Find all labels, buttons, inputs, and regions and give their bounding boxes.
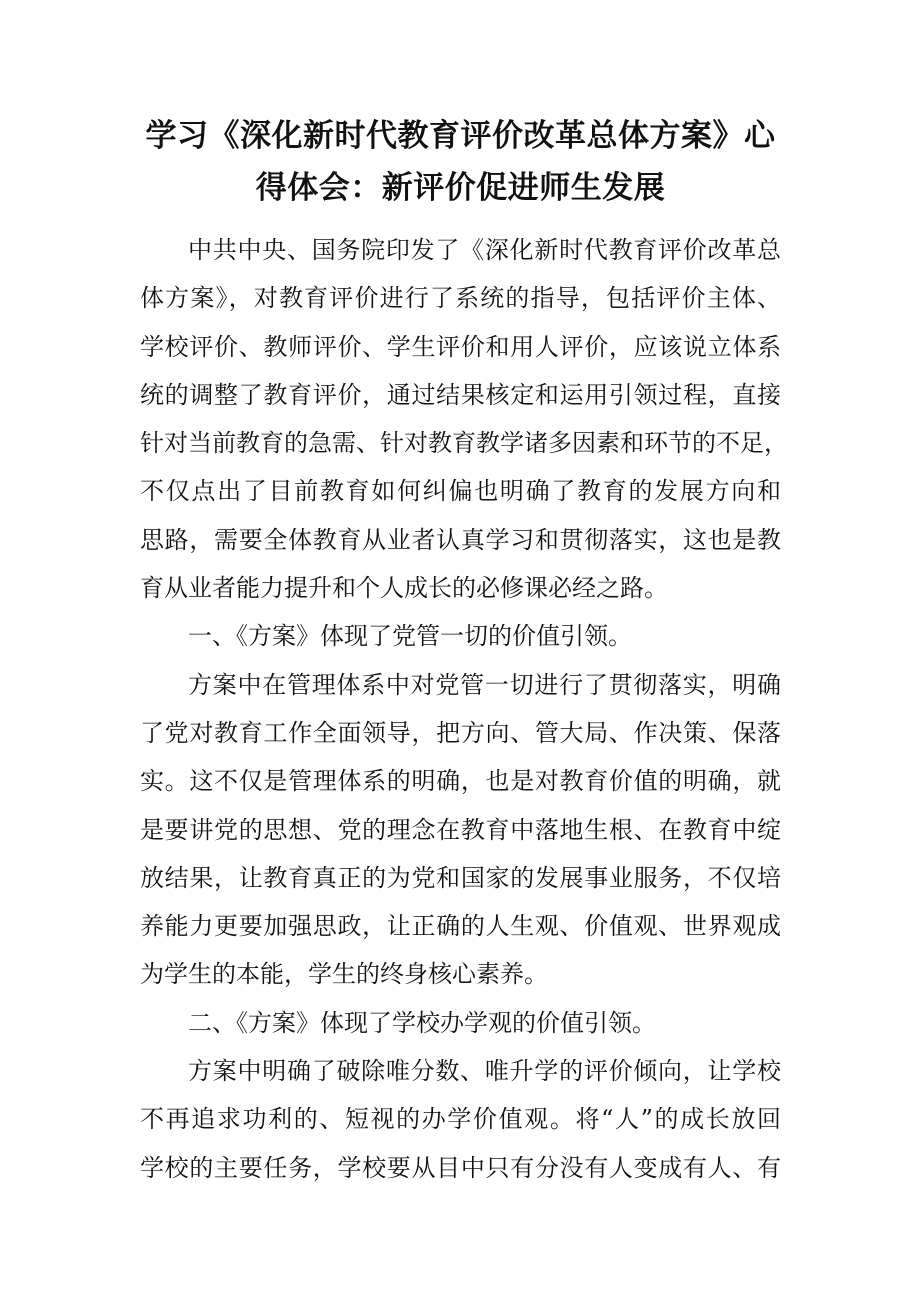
text-line: 学校评价、教师评价、学生评价和用人评价，应该说立体系 [140, 332, 781, 361]
text-line: 实。这不仅是管理体系的明确，也是对教育价值的明确，就 [140, 767, 781, 796]
text-line: 一、《方案》体现了党管一切的价值引领。 [188, 622, 632, 651]
section-heading-1 [140, 612, 781, 660]
text-line: 方案中在管理体系中对党管一切进行了贯彻落实，明确 [188, 670, 781, 699]
text-line: 不仅点出了目前教育如何纠偏也明确了教育的发展方向和 [140, 477, 781, 506]
text-line: 为学生的本能，学生的终身核心素养。 [140, 960, 548, 989]
text-line: 针对当前教育的急需、针对教育教学诸多因素和环节的不足， [140, 429, 788, 458]
text-line: 是要讲党的思想、党的理念在教育中落地生根、在教育中绽 [140, 815, 781, 844]
title-line-1: 学习《深化新时代教育评价改革总体方案》心 [145, 118, 776, 154]
document-page [140, 110, 788, 1192]
text-line: 不再追求功利的、短视的办学价值观。将“人”的成长放回 [140, 1105, 781, 1134]
title-line-2: 得体会：新评价促进师生发展 [255, 170, 666, 206]
text-line: 体方案》，对教育评价进行了系统的指导，包括评价主体、 [140, 284, 781, 313]
text-line: 中共中央、国务院印发了《深化新时代教育评价改革总 [188, 236, 781, 264]
text-line: 放结果，让教育真正的为党和国家的发展事业服务，不仅培 [140, 863, 781, 892]
text-line: 二、《方案》体现了学校办学观的价值引领。 [188, 1008, 656, 1037]
document-title [134, 110, 787, 214]
paragraph-intro [140, 226, 788, 612]
text-line: 方案中明确了破除唯分数、唯升学的评价倾向，让学校 [188, 1057, 781, 1086]
text-line: 统的调整了教育评价，通过结果核定和运用引领过程，直接 [140, 380, 781, 409]
text-line: 养能力更要加强思政，让正确的人生观、价值观、世界观成 [140, 912, 781, 941]
paragraph-school-values [140, 1047, 781, 1192]
text-line: 学校的主要任务，学校要从目中只有分没有人变成有人、有 [140, 1153, 781, 1182]
section-heading-2 [140, 999, 781, 1047]
text-line: 了党对教育工作全面领导，把方向、管大局、作决策、保落 [140, 718, 781, 747]
text-line: 思路，需要全体教育从业者认真学习和贯彻落实，这也是教 [140, 525, 781, 554]
text-line: 育从业者能力提升和个人成长的必修课必经之路。 [140, 574, 668, 603]
paragraph-party-leadership [140, 661, 781, 999]
